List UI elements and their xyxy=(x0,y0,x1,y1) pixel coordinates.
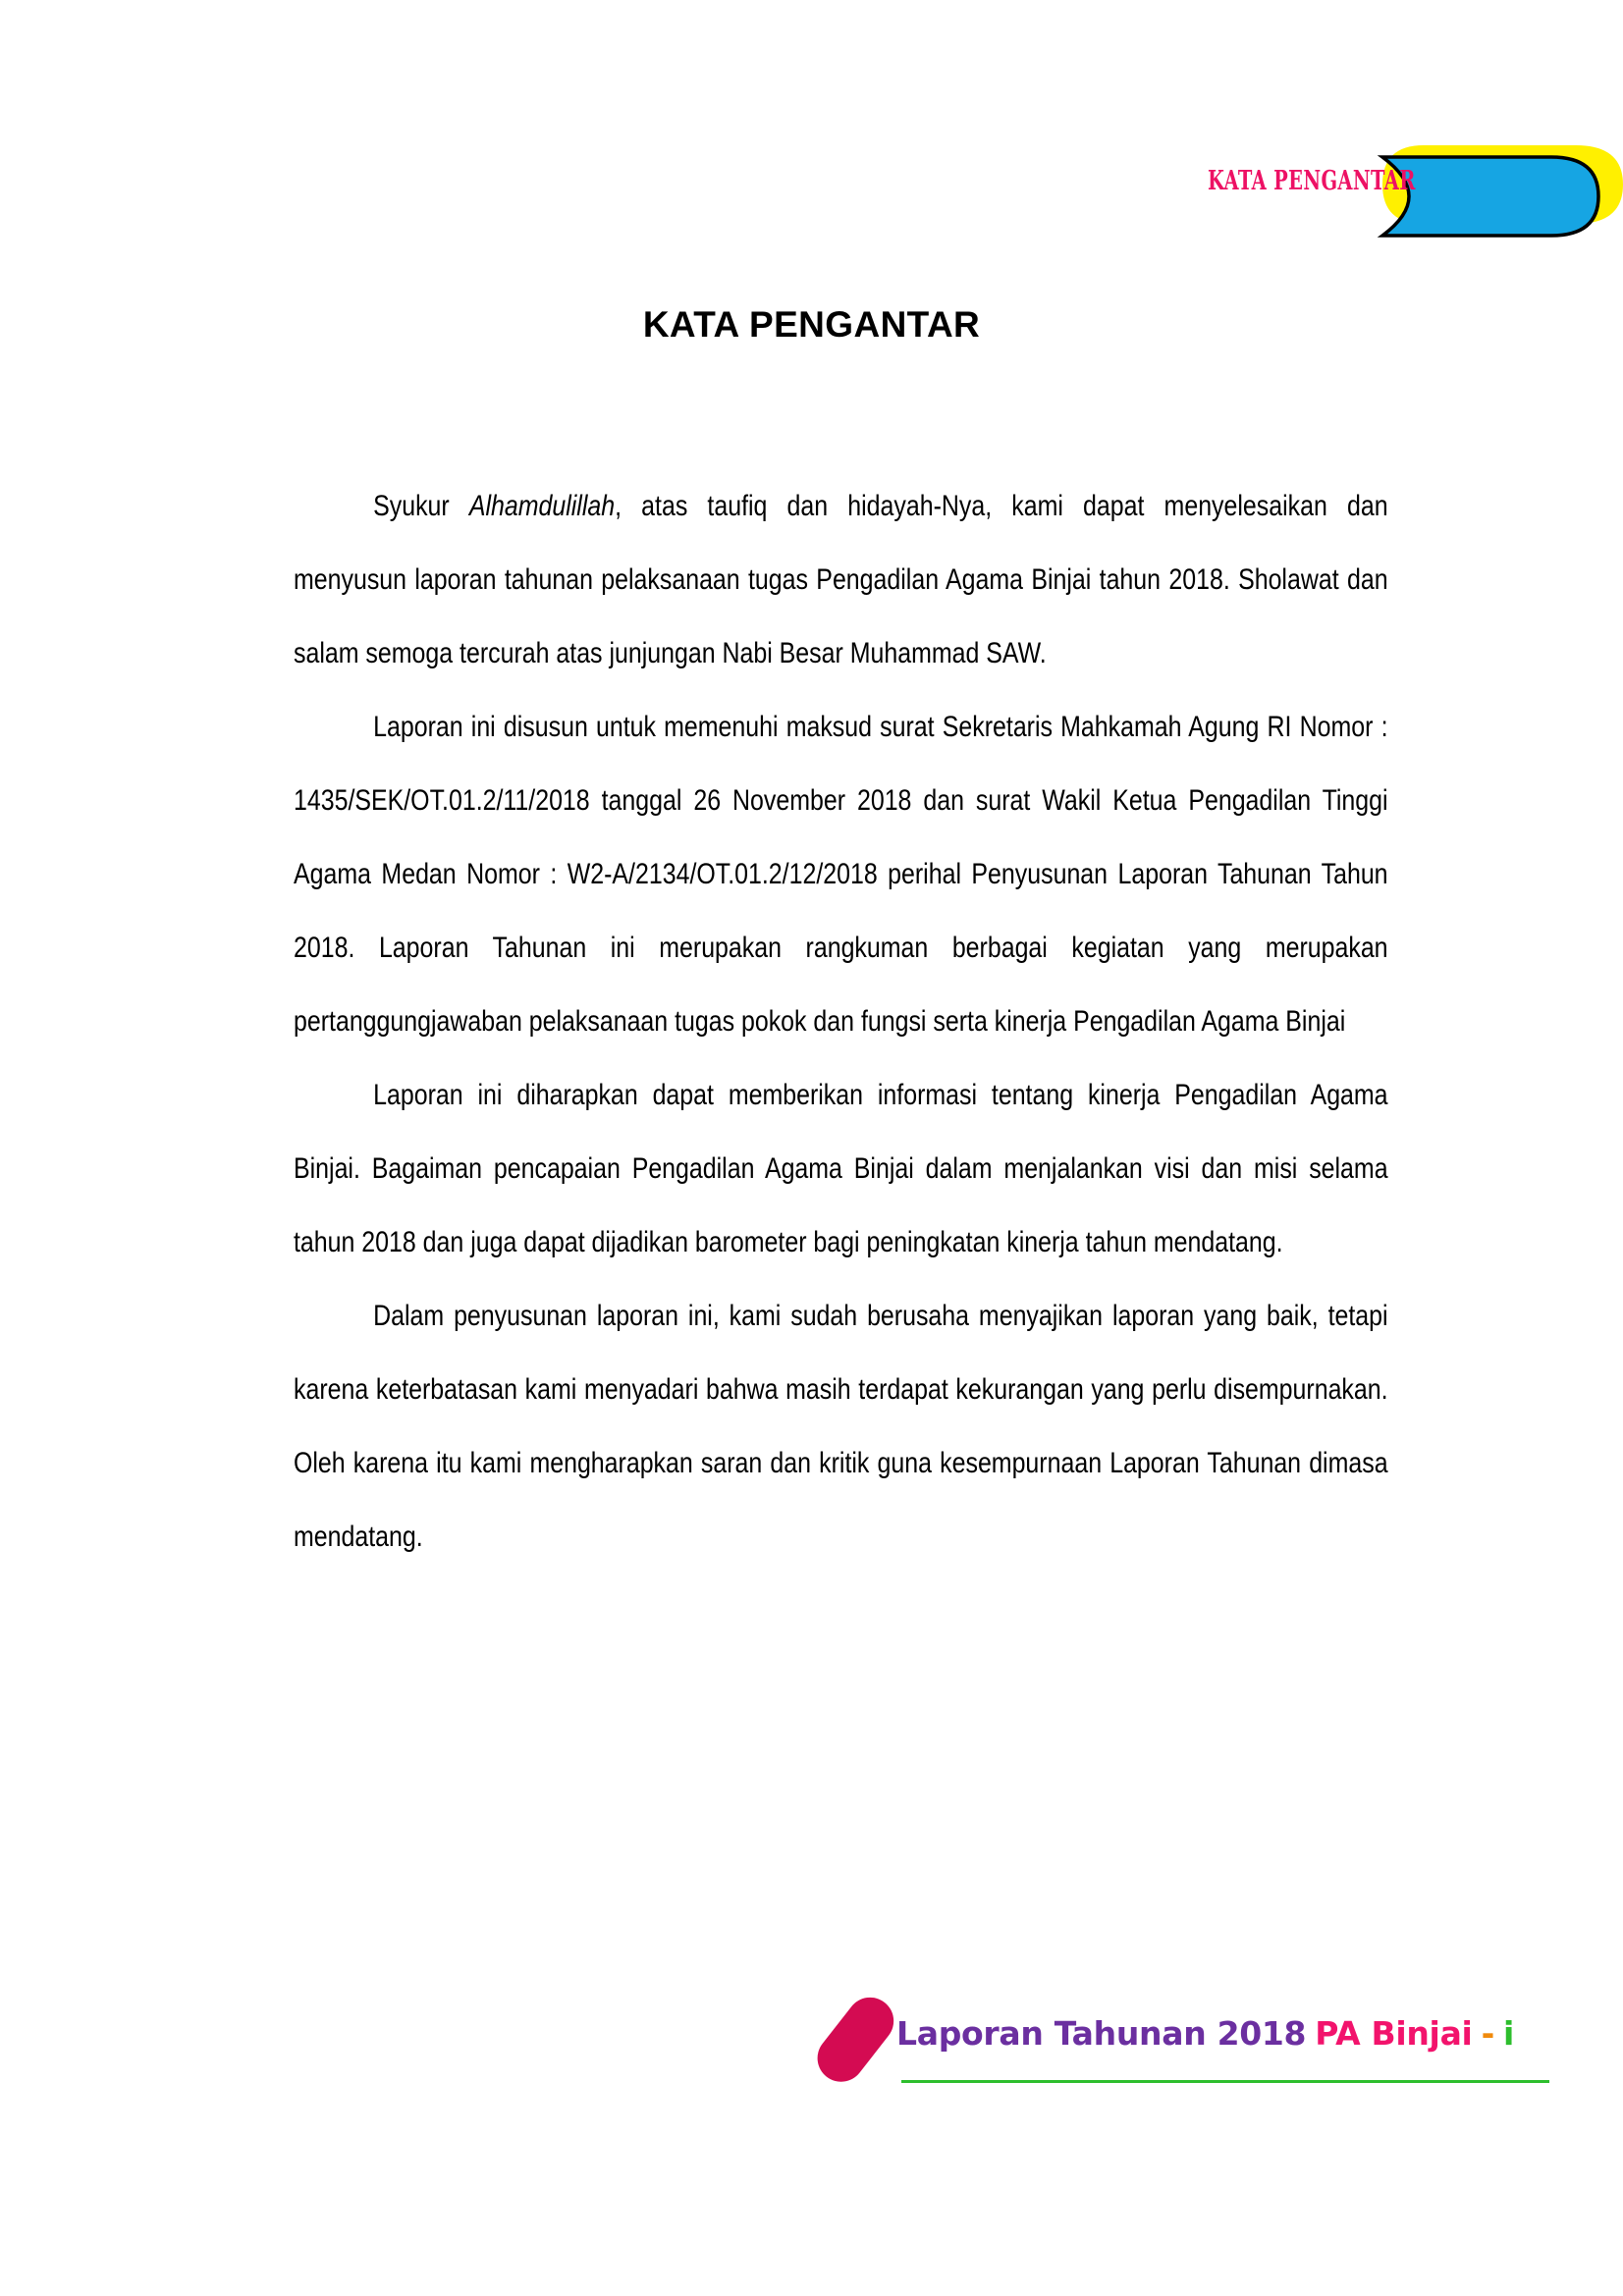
footer-caption xyxy=(896,2014,1514,2053)
footer-title-primary: Laporan Tahunan 2018 xyxy=(896,2014,1307,2053)
chapter-header-badge xyxy=(1129,137,1623,240)
paragraph-1: Syukur Alhamdulillah, atas taufiq dan hidayah-Nya, kami dapat menyelesaikan dan menyusun laporan tahunan pelaksanaan tugas Pengadilan Agama Binjai tahun 2018. Sholawat dan salam semoga tercurah atas junjungan Nabi Besar Muhammad SAW. xyxy=(294,490,1388,669)
footer-title-secondary: PA Binjai xyxy=(1315,2014,1473,2053)
footer-page-number: i xyxy=(1502,2014,1514,2053)
footer-rule xyxy=(901,2080,1549,2083)
page-title: KATA PENGANTAR xyxy=(642,304,981,345)
document-body xyxy=(294,469,1388,1574)
page-footer xyxy=(0,1963,1623,2101)
paragraph-3: Laporan ini diharapkan dapat memberikan informasi tentang kinerja Pengadilan Agama Binjai. Bagaiman pencapaian Pengadilan Agama Binjai dalam menjalankan visi dan misi selama tahun 2018 dan juga dapat dijadikan barometer bagi peningkatan kinerja tahun mendatang. xyxy=(294,1079,1388,1258)
paragraph-4: Dalam penyusunan laporan ini, kami sudah berusaha menyajikan laporan yang baik, tetapi karena keterbatasan kami menyadari bahwa masih terdapat kekurangan yang perlu disempurnakan. Oleh karena itu kami mengharapkan saran dan kritik guna kesempurnaan Laporan Tahunan dimasa mendatang. xyxy=(294,1300,1388,1553)
paragraph-2: Laporan ini disusun untuk memenuhi maksud surat Sekretaris Mahkamah Agung RI Nomor : 1435/SEK/OT.01.2/11/2018 tanggal 26 November 2018 dan surat Wakil Ketua Pengadilan Tinggi Agama Medan Nomor : W2-A/2134/OT.01.2/12/2018 perihal Penyusunan Laporan Tahunan Tahun 2018. Laporan Tahunan ini merupakan rangkuman berbagai kegiatan yang merupakan pertanggungjawaban pelaksanaan tugas pokok dan fungsi serta kinerja Pengadilan Agama Binjai xyxy=(294,711,1388,1038)
footer-separator: - xyxy=(1481,2014,1494,2053)
header-badge-label: KATA PENGANTAR xyxy=(1208,166,1416,196)
